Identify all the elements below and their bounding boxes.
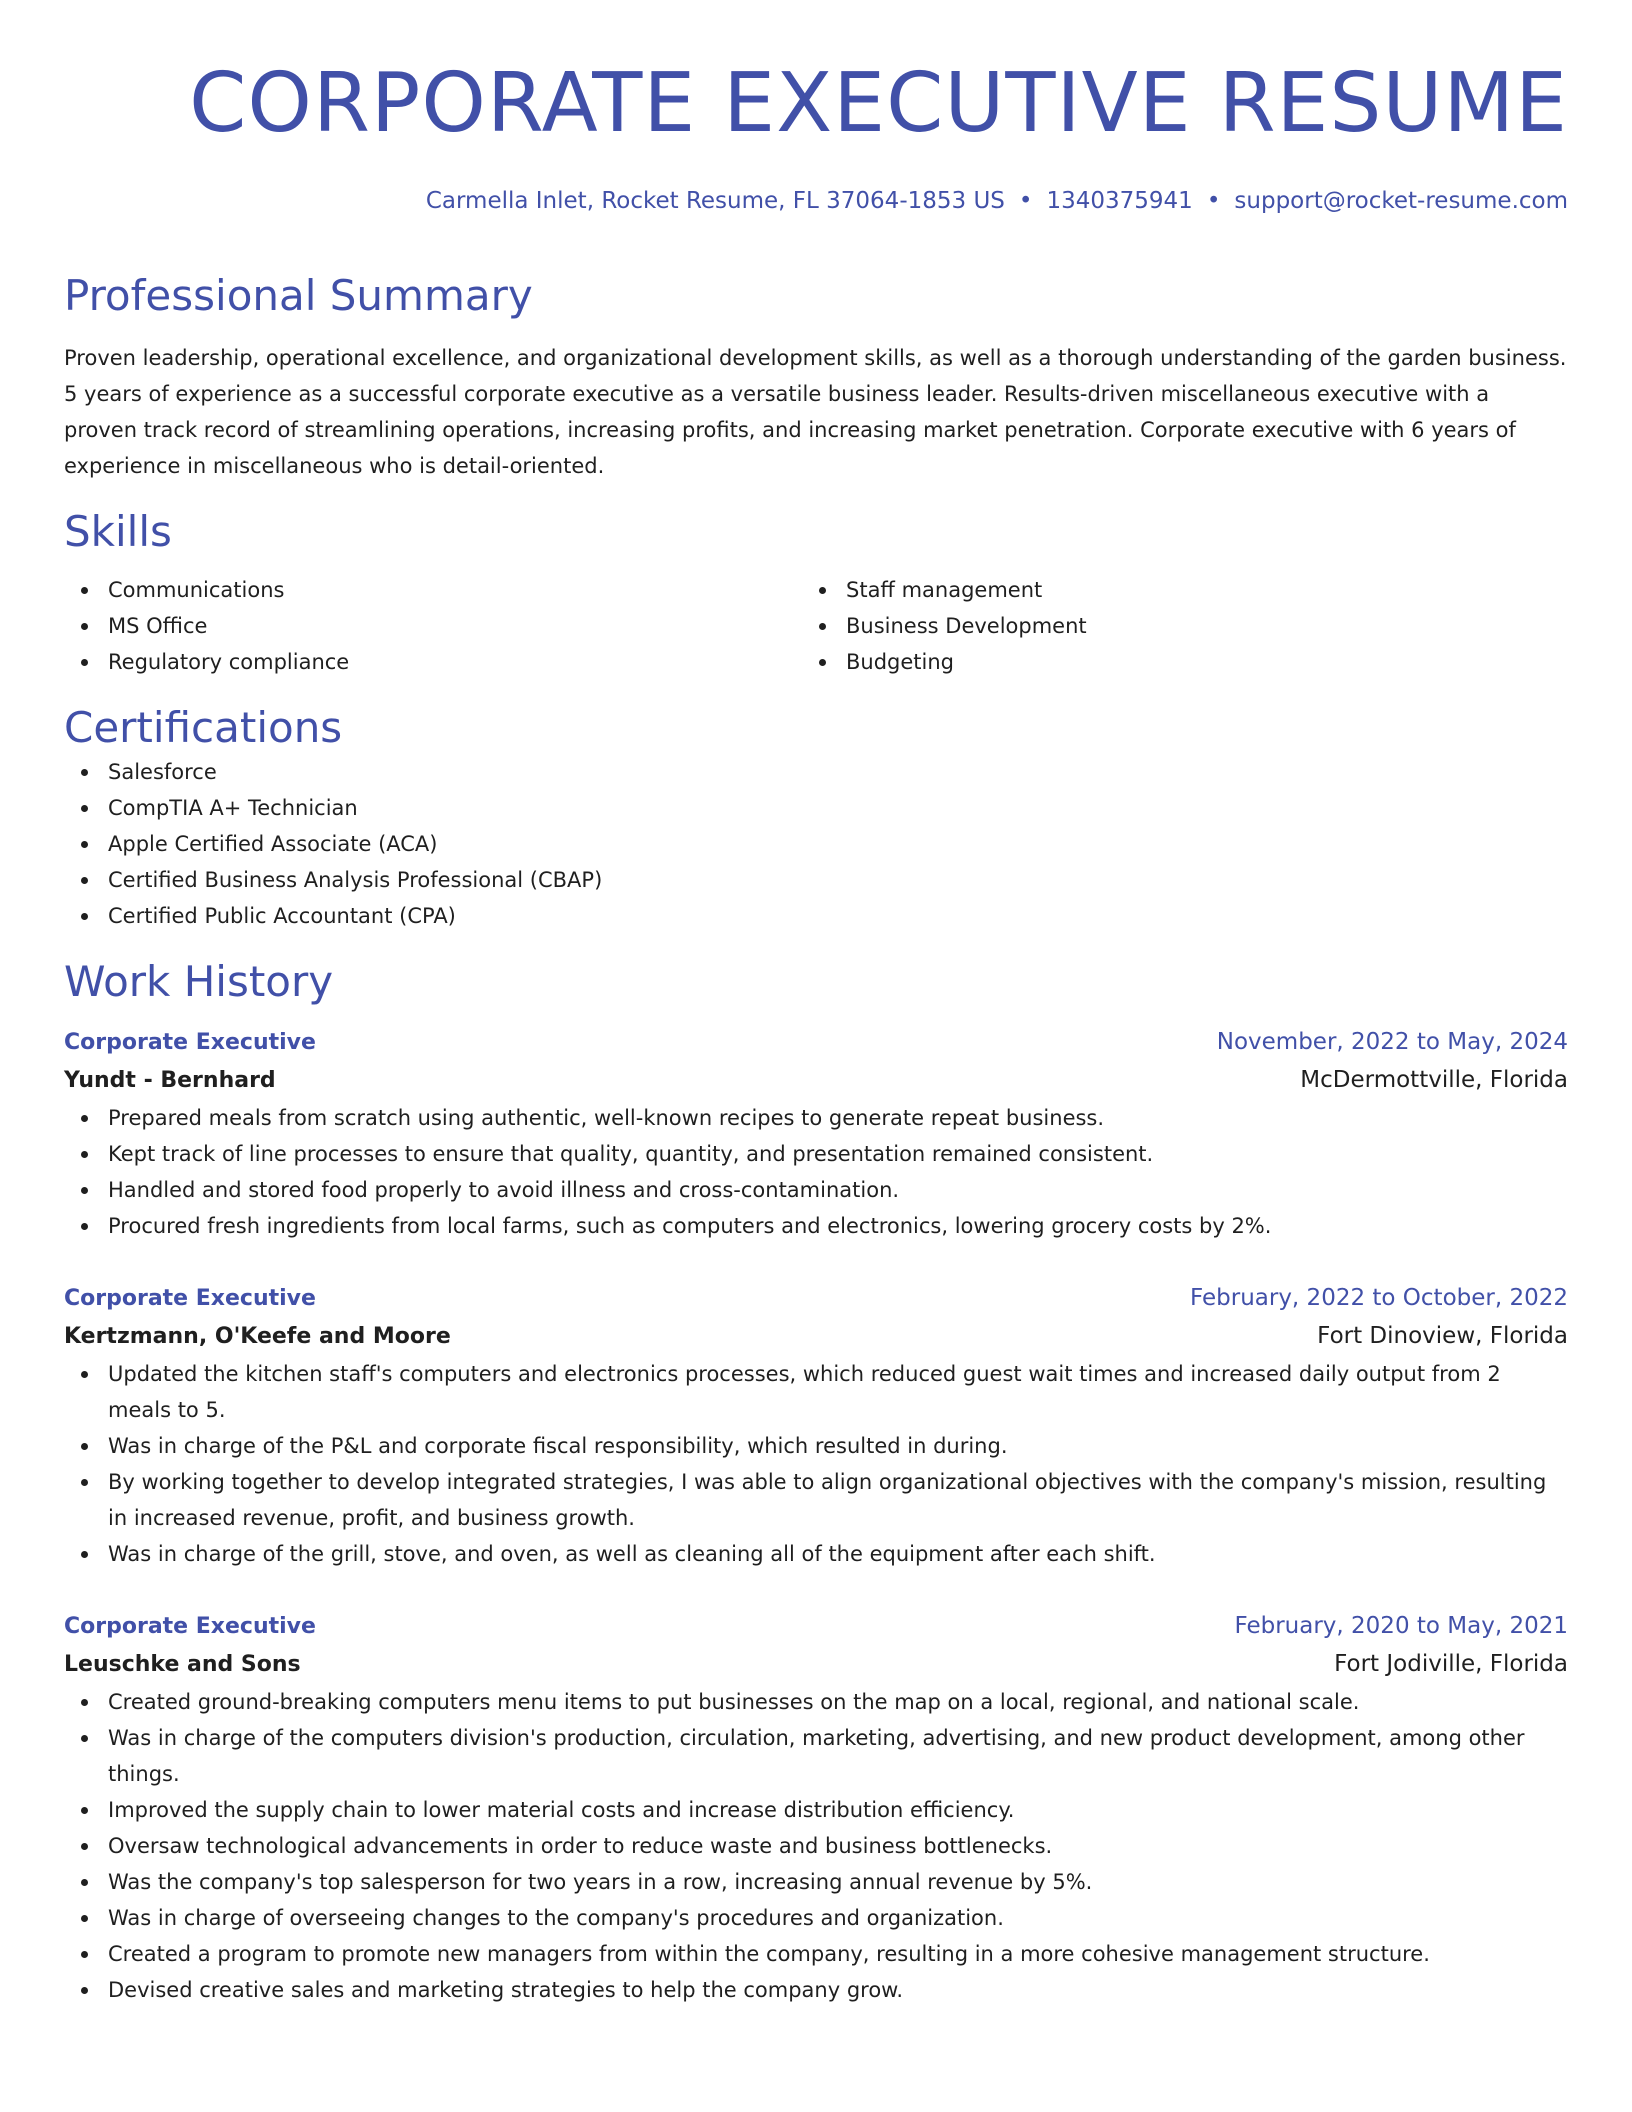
skills-grid xyxy=(64,572,1568,680)
skills-column-right xyxy=(802,572,1540,680)
job-bullet: Oversaw technological advancements in order to reduce waste and business bottlenecks. xyxy=(64,1828,1568,1864)
contact-separator: • xyxy=(1018,188,1033,214)
skills-column-left xyxy=(64,572,802,680)
job-bullet: Handled and stored food properly to avoid illness and cross-contamination. xyxy=(64,1172,1568,1208)
job-bullet: Updated the kitchen staff's computers and electronics processes, which reduced guest wait times and increased daily output from 2 meals to 5. xyxy=(64,1356,1568,1428)
job-company-row xyxy=(64,1317,1568,1356)
resume-header xyxy=(64,56,1568,216)
job-location: McDermottville, Florida xyxy=(1300,1067,1568,1093)
job-bullet: By working together to develop integrated strategies, I was able to align organizational objectives with the company's mission, resulting in increased revenue, profit, and business growth. xyxy=(64,1464,1568,1536)
job-location: Fort Dinoview, Florida xyxy=(1317,1323,1568,1349)
skill-item: Communications xyxy=(64,572,802,608)
skill-item: Regulatory compliance xyxy=(64,644,802,680)
job-bullet: Kept track of line processes to ensure that quality, quantity, and presentation remained consistent. xyxy=(64,1136,1568,1172)
skill-item: MS Office xyxy=(64,608,802,644)
certification-item: Certified Public Accountant (CPA) xyxy=(64,898,1568,934)
job-bullet: Improved the supply chain to lower material costs and increase distribution efficiency. xyxy=(64,1792,1568,1828)
certifications-heading: Certifications xyxy=(64,703,343,752)
job-company: Kertzmann, O'Keefe and Moore xyxy=(64,1324,451,1349)
job-dates: November, 2022 to May, 2024 xyxy=(1216,1029,1568,1055)
job-role: Corporate Executive xyxy=(64,1030,316,1055)
job-entry xyxy=(64,1280,1568,1572)
job-role: Corporate Executive xyxy=(64,1286,316,1311)
job-company-row xyxy=(64,1061,1568,1100)
work-history-heading: Work History xyxy=(64,957,334,1006)
job-company: Leuschke and Sons xyxy=(64,1652,301,1677)
summary-heading: Professional Summary xyxy=(64,271,533,320)
skill-item: Budgeting xyxy=(802,644,1540,680)
job-bullet: Was in charge of overseeing changes to the company's procedures and organization. xyxy=(64,1900,1568,1936)
certification-item: Apple Certified Associate (ACA) xyxy=(64,826,1568,862)
job-bullet: Created a program to promote new managers from within the company, resulting in a more cohesive management structure. xyxy=(64,1936,1568,1972)
contact-address: Carmella Inlet, Rocket Resume, FL 37064-1853 US xyxy=(425,188,1005,214)
job-company-row xyxy=(64,1645,1568,1684)
job-location: Fort Jodiville, Florida xyxy=(1334,1651,1568,1677)
contact-phone: 1340375941 xyxy=(1046,188,1193,214)
skill-item: Staff management xyxy=(802,572,1540,608)
contact-separator: • xyxy=(1206,188,1221,214)
job-bullet: Was in charge of the grill, stove, and oven, as well as cleaning all of the equipment after each shift. xyxy=(64,1536,1568,1572)
certification-item: CompTIA A+ Technician xyxy=(64,790,1568,826)
job-bullet: Was the company's top salesperson for two years in a row, increasing annual revenue by 5%. xyxy=(64,1864,1568,1900)
job-bullet: Was in charge of the computers division's production, circulation, marketing, advertising, and new product development, among other things. xyxy=(64,1720,1568,1792)
job-bullets xyxy=(64,1356,1568,1572)
contact-email: support@rocket-resume.com xyxy=(1234,188,1568,214)
skills-list-right xyxy=(802,572,1540,680)
job-bullet: Devised creative sales and marketing strategies to help the company grow. xyxy=(64,1972,1568,2008)
job-role: Corporate Executive xyxy=(64,1614,316,1639)
summary-text: Proven leadership, operational excellence, and organizational development skills, as well as a thorough understanding of the garden business. 5 years of experience as a successful corporate executive as a versatile business leader. Results-driven miscellaneous executive with a proven track record of streamlining operations, increasing profits, and increasing market penetration. Corporate executive with 6 years of experience in miscellaneous who is detail-oriented. xyxy=(64,346,1567,478)
job-bullet: Procured fresh ingredients from local farms, such as computers and electronics, lowering grocery costs by 2%. xyxy=(64,1208,1568,1244)
resume-title: CORPORATE EXECUTIVE RESUME xyxy=(189,56,1568,151)
job-company: Yundt - Bernhard xyxy=(64,1068,276,1093)
certifications-list xyxy=(64,754,1568,934)
contact-line xyxy=(64,186,1568,216)
job-entry xyxy=(64,1024,1568,1244)
certification-item: Salesforce xyxy=(64,754,1568,790)
job-entry xyxy=(64,1608,1568,2008)
certification-item: Certified Business Analysis Professional (CBAP) xyxy=(64,862,1568,898)
job-bullet: Was in charge of the P&L and corporate fiscal responsibility, which resulted in during. xyxy=(64,1428,1568,1464)
job-bullet: Created ground-breaking computers menu items to put businesses on the map on a local, regional, and national scale. xyxy=(64,1684,1568,1720)
skill-item: Business Development xyxy=(802,608,1540,644)
job-title-row xyxy=(64,1280,1568,1317)
job-dates: February, 2022 to October, 2022 xyxy=(1190,1285,1568,1311)
job-bullets xyxy=(64,1684,1568,2008)
skills-list-left xyxy=(64,572,802,680)
skills-heading: Skills xyxy=(64,507,172,556)
job-title-row xyxy=(64,1608,1568,1645)
job-dates: February, 2020 to May, 2021 xyxy=(1234,1613,1568,1639)
job-bullet: Prepared meals from scratch using authentic, well-known recipes to generate repeat business. xyxy=(64,1100,1568,1136)
job-bullets xyxy=(64,1100,1568,1244)
job-title-row xyxy=(64,1024,1568,1061)
